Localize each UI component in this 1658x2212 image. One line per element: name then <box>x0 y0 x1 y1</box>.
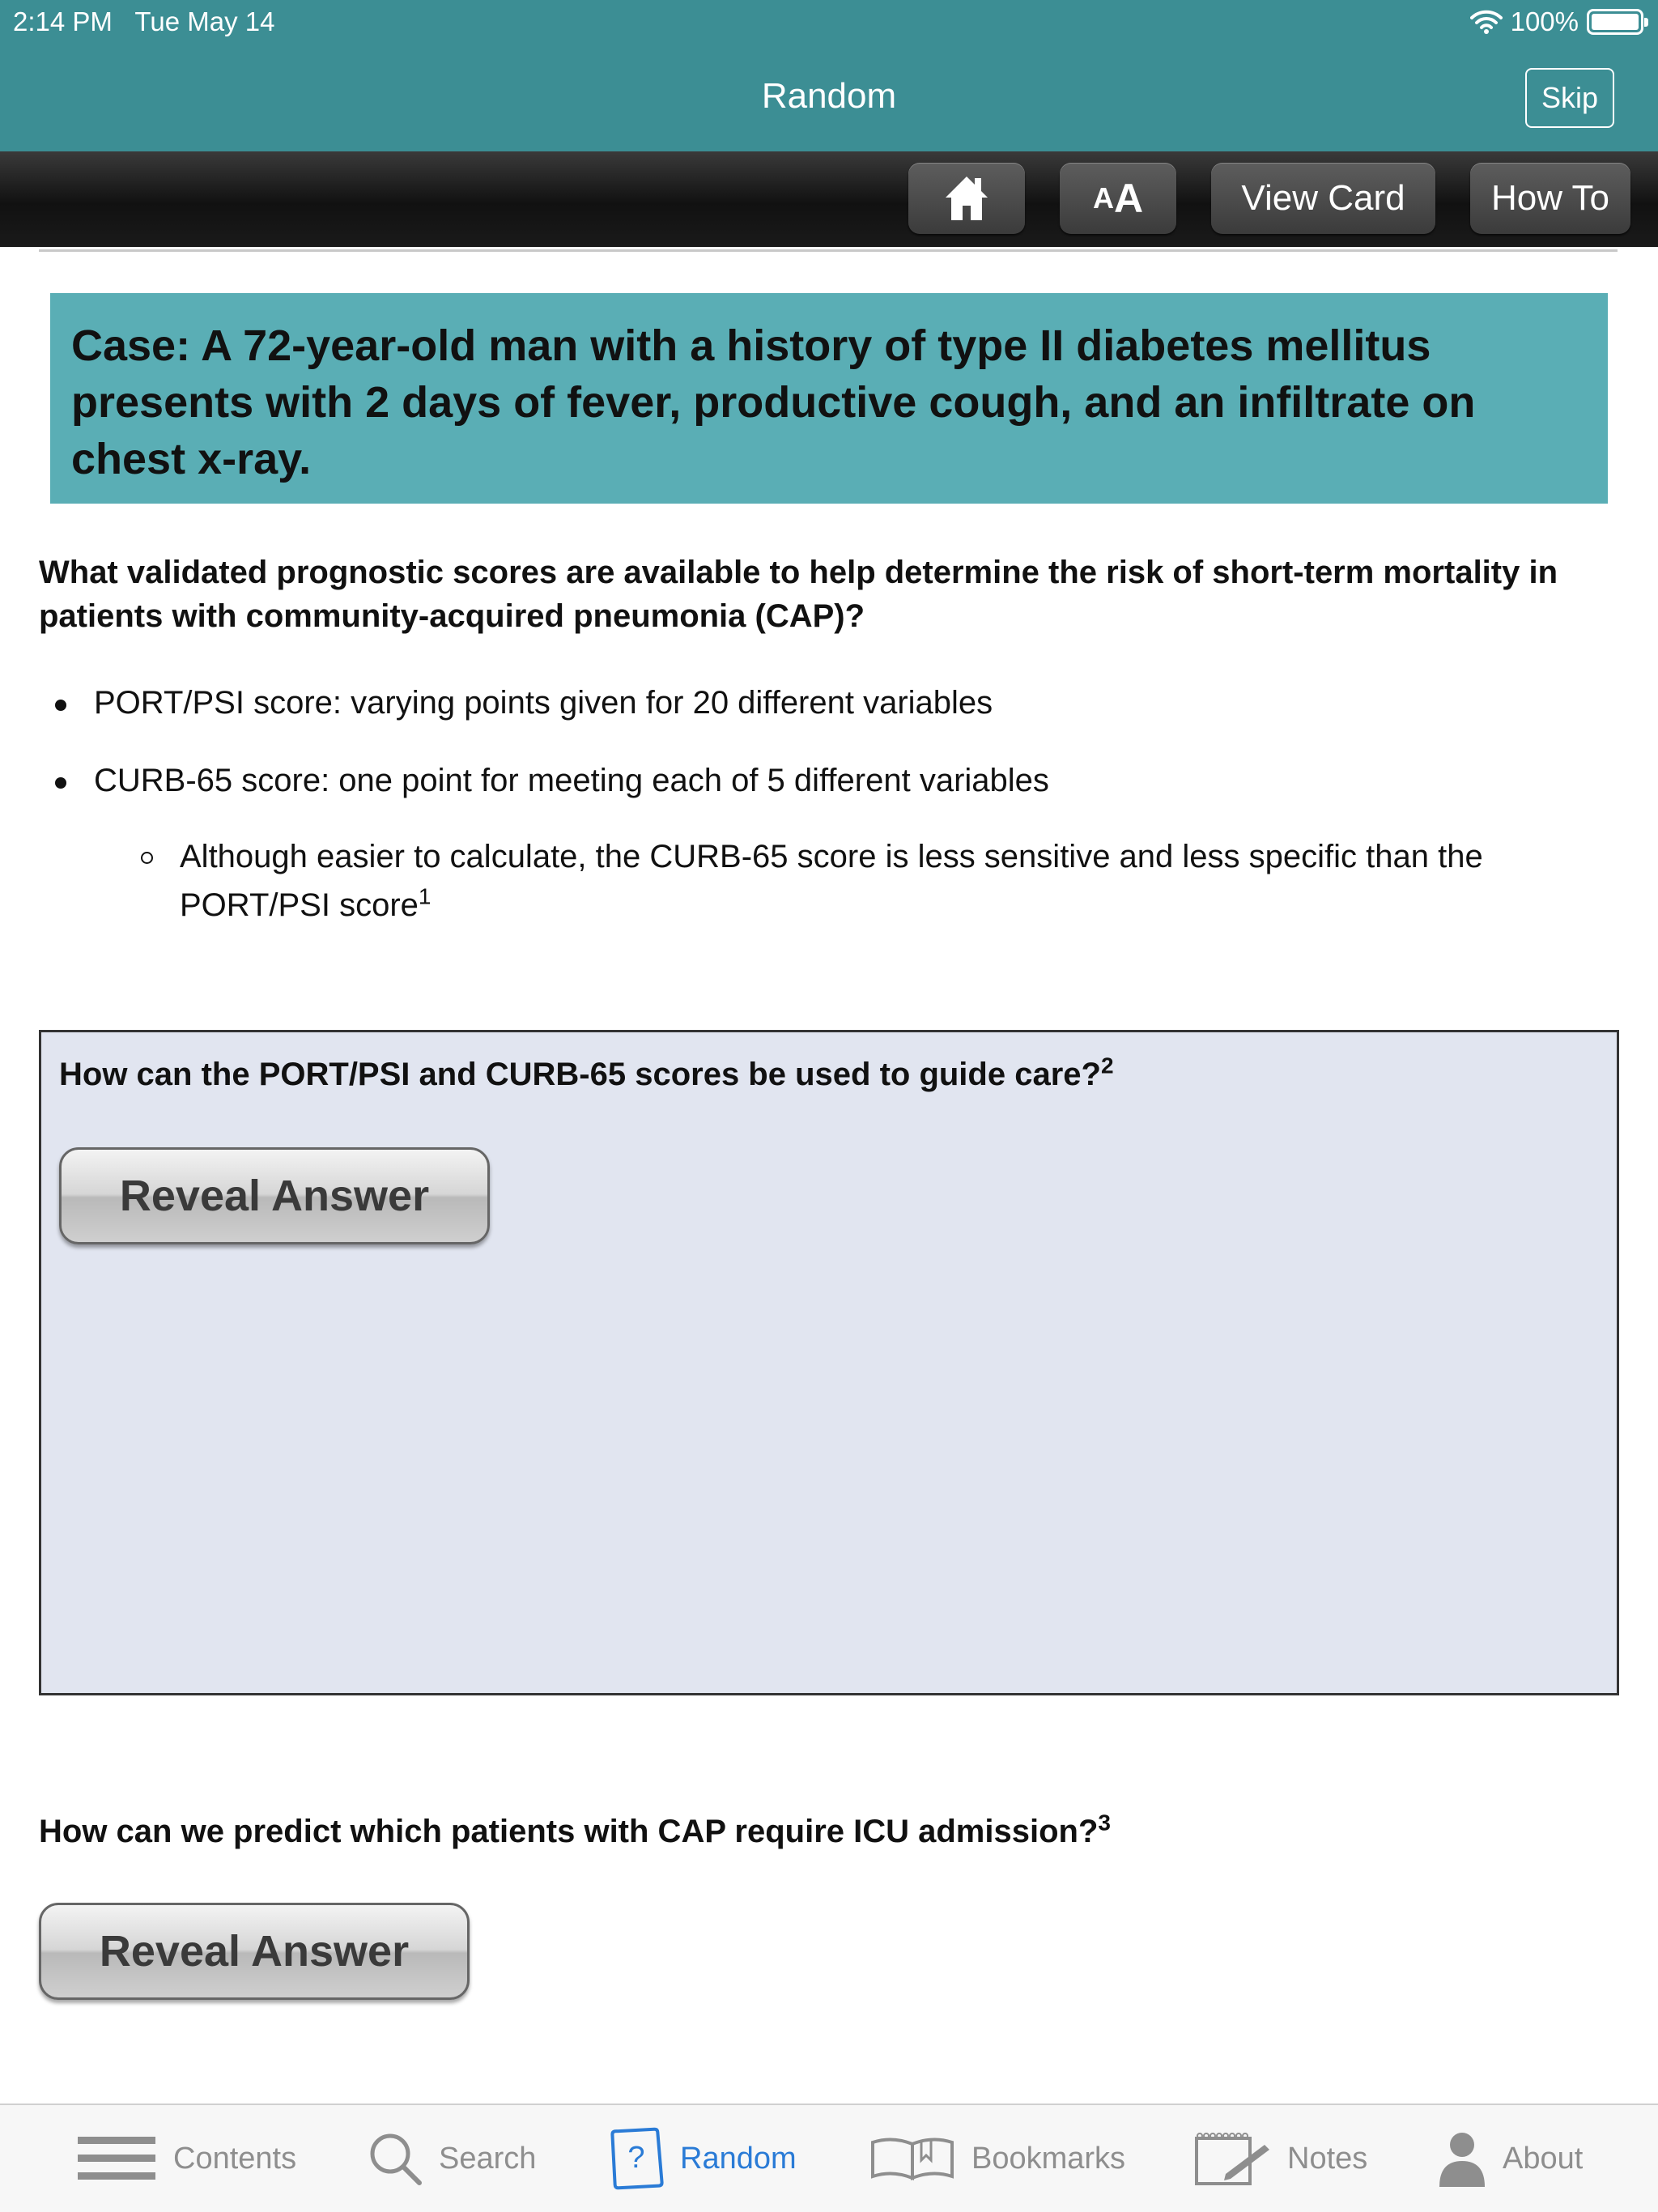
battery-percent: 100% <box>1510 6 1579 36</box>
reference-1[interactable]: 1 <box>418 883 432 909</box>
tab-label: Search <box>439 2141 537 2176</box>
toolbar <box>0 151 1658 247</box>
tab-label: About <box>1503 2141 1584 2176</box>
tab-notes[interactable] <box>1193 2126 1367 2191</box>
sub-bullet-ring <box>141 852 153 864</box>
question-3 <box>39 1810 1111 1850</box>
tab-label: Notes <box>1287 2141 1368 2176</box>
view-card-button[interactable]: View Card <box>1211 163 1435 234</box>
status-date: Tue May 14 <box>134 6 275 36</box>
reference-2[interactable]: 2 <box>1100 1053 1114 1078</box>
home-button[interactable] <box>908 163 1025 234</box>
tab-bar <box>0 2104 1658 2212</box>
tab-contents[interactable] <box>76 2126 296 2191</box>
question-card-icon <box>609 2127 664 2190</box>
font-size-button[interactable] <box>1060 163 1176 234</box>
tab-label: Contents <box>173 2141 297 2176</box>
how-to-button[interactable]: How To <box>1470 163 1630 234</box>
home-icon <box>942 173 991 223</box>
list-item <box>39 758 1626 803</box>
status-clock: 2:14 PM <box>13 6 113 36</box>
tab-about[interactable] <box>1438 2126 1583 2191</box>
sub-bullet-text: Although easier to calculate, the CURB-65 score is less sensitive and less specific than the PORT/PSI score <box>180 839 1483 923</box>
notepad-icon <box>1193 2130 1271 2187</box>
tab-bookmarks[interactable] <box>869 2126 1125 2191</box>
answer-bullets <box>39 680 1626 929</box>
status-indicators <box>1470 6 1643 37</box>
reference-3[interactable]: 3 <box>1098 1810 1111 1836</box>
question-2-text: How can the PORT/PSI and CURB-65 scores be used to guide care? <box>59 1057 1101 1092</box>
question-1: What validated prognostic scores are available to help determine the risk of short-term mortality in patients with community-acquired pneumonia (CAP)? <box>39 555 1558 634</box>
bullet-text: CURB-65 score: one point for meeting each of 5 different variables <box>94 763 1049 798</box>
case-banner <box>50 293 1608 504</box>
question-3-text: How can we predict which patients with CAP require ICU admission? <box>39 1814 1099 1849</box>
sub-list-item <box>39 832 1626 929</box>
bullet-dot <box>55 777 66 789</box>
bullet-text: PORT/PSI score: varying points given for 20 different variables <box>94 685 993 721</box>
answer-box <box>39 1030 1619 1695</box>
person-icon <box>1438 2130 1486 2187</box>
question-2 <box>59 1053 1114 1093</box>
svg-text:?: ? <box>627 2141 645 2175</box>
divider <box>39 249 1618 252</box>
list-item <box>39 680 1626 725</box>
tab-label: Bookmarks <box>971 2141 1126 2176</box>
list-icon <box>76 2133 157 2184</box>
search-icon <box>368 2131 423 2186</box>
wifi-icon <box>1470 10 1503 34</box>
battery-icon <box>1587 9 1643 35</box>
tab-search[interactable] <box>368 2126 536 2191</box>
top-bar <box>0 0 1658 151</box>
status-time <box>13 6 274 37</box>
skip-button[interactable]: Skip <box>1525 68 1614 128</box>
reveal-answer-button-2[interactable]: Reveal Answer <box>39 1903 470 2000</box>
page-title: Random <box>761 76 897 116</box>
book-icon <box>869 2136 955 2181</box>
tab-random[interactable] <box>609 2126 797 2191</box>
font-size-small-a: A <box>1092 181 1114 215</box>
case-text: Case: A 72-year-old man with a history of type II diabetes mellitus presents with 2 days of fever, productive cough, and an infiltrate on chest x-ray. <box>71 321 1476 483</box>
font-size-large-a: A <box>1113 176 1144 221</box>
reveal-answer-button-1[interactable]: Reveal Answer <box>59 1147 490 1244</box>
bullet-dot <box>55 700 66 711</box>
tab-label: Random <box>680 2141 797 2176</box>
